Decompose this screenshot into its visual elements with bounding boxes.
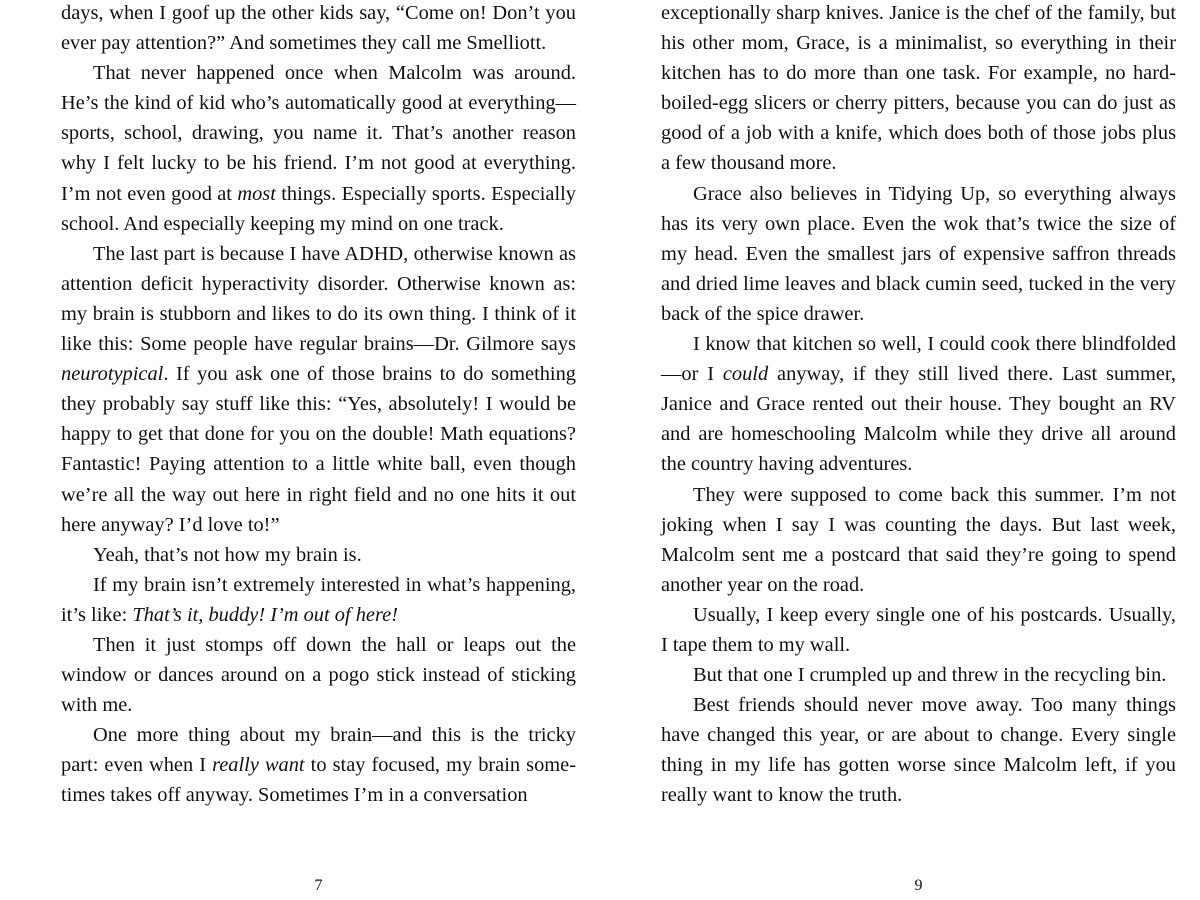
paragraph: exceptionally sharp knives. Janice is the chef of the family, but his other mom, Grace, is a minimalist, so everything in their kitchen has to do more than one task. For example, no hard-boiled-egg slicers or cherry pitters, because you can do just as good of a job with a knife, which does both of those jobs plus a few thousand more. [661,2,1176,175]
paragraph: They were supposed to come back this summer. I’m not joking when I say I was counting the days. But last week, Malcolm sent me a postcard that said they’re going to spend another year on the road. [661,483,1176,596]
paragraph: I know that kitchen so well, I could cook there blindfolded—or I could anyway, if they still lived there. Last summer, Janice and Grace rented out their house. They bought an RV and are homeschooling Malcolm while they drive all around the country having adventures. [661,333,1176,476]
paragraph: Grace also believes in Tidying Up, so everything always has its very own place. Even the wok that’s twice the size of my head. Even the smallest jars of expensive saffron threads and dried lime leaves and black cumin seed, tucked in the very back of the spice drawer. [661,182,1176,325]
page-number: 7 [314,877,323,894]
paragraph: Best friends should never move away. Too many things have changed this year, or are about to change. Every single thing in my life has gotten worse since Malcolm left, if you really want to know the truth. [661,694,1176,807]
right-page [661,0,1176,900]
paragraph: Usually, I keep every single one of his postcards. Usually, I tape them to my wall. [661,603,1176,656]
emphasis: really want [212,754,305,777]
paragraph: Then it just stomps off down the hall or leaps out the window or dances around on a pogo stick instead of sticking with me. [61,633,576,717]
paragraph: If my brain isn’t extremely interested in what’s happening, it’s like: That’s it, buddy! I’m out of here! [61,573,576,626]
emphasis: most [237,182,276,205]
paragraph: But that one I crumpled up and threw in the recycling bin. [693,664,1167,687]
paragraph: Yeah, that’s not how my brain is. [93,543,362,566]
page-number: 9 [914,877,923,894]
emphasis: could [722,363,769,386]
paragraph: One more thing about my brain—and this is the tricky part: even when I really want to stay focused, my brain sometimes takes off anyway. Sometimes I’m in a conversation [61,724,576,807]
paragraph: days, when I goof up the other kids say, “Come on! Don’t you ever pay attention?” And sometimes they call me Smelliott. [61,2,576,55]
right-page-text [661,0,1176,811]
left-page-text [61,0,576,811]
paragraph: The last part is because I have ADHD, otherwise known as attention deficit hyperactivity disorder. Otherwise known as: my brain is stubborn and likes to do its own thing. I think of it like this: Some people have regular brains—Dr. Gilmore says neurotypical. If you ask one of those brains to do something they probably say stuff like this: “Yes, absolutely! I would be happy to get that done for you on the double! Math equations? Fantastic! Paying attention to a little white ball, even though we’re all the way out here in right field and no one hits it out here anyway? I’d love to!” [61,242,576,536]
emphasis: neurotypical [61,363,164,386]
left-page [61,0,576,900]
emphasis: That’s it, buddy! I’m out of here! [132,603,398,626]
paragraph: That never happened once when Malcolm was around. He’s the kind of kid who’s automatically good at everything—sports, school, drawing, you name it. That’s another reason why I felt lucky to be his friend. I’m not good at everything. I’m not even good at most things. Especially sports. Especially school. And especially keeping my mind on one track. [61,62,576,235]
